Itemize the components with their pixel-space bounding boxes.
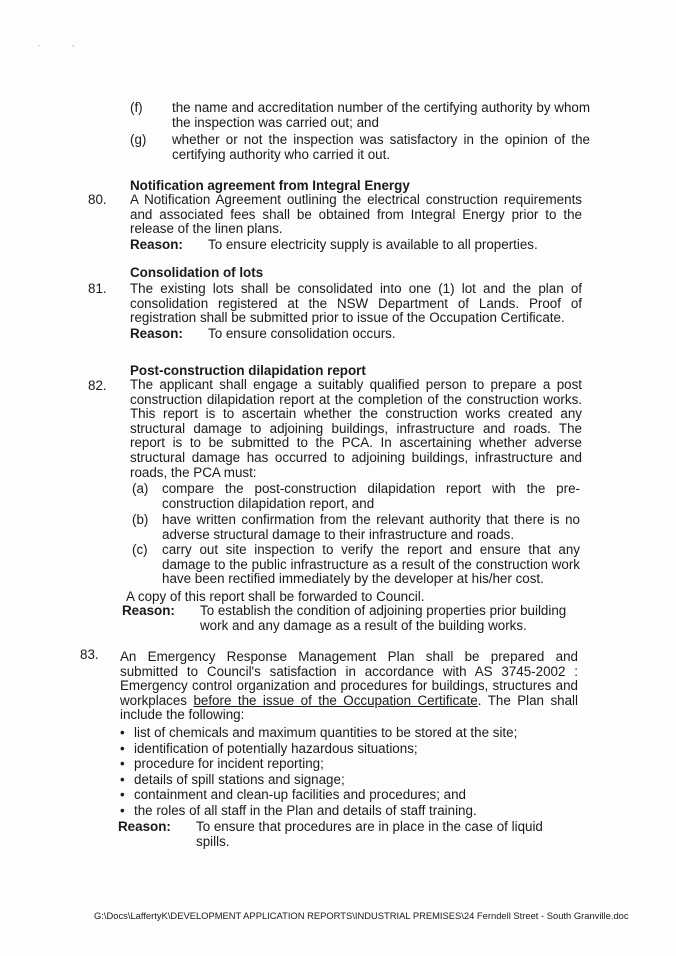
bullet-list (118, 726, 588, 820)
section-heading: Consolidation of lots (130, 265, 264, 280)
list-item-g (130, 133, 590, 162)
item-label: (a) (132, 481, 149, 496)
list-item: • identification of potentially hazardous situations; (118, 742, 588, 758)
reason-row (122, 604, 584, 633)
list-item-a (132, 482, 580, 511)
item-text: carry out site inspection to verify the report and ensure that any damage to the public infrastructure as a result of the construction work have been rectified immediately by the developer at his/her cost. (162, 542, 580, 587)
list-item-b (132, 513, 580, 542)
item-label: (g) (130, 132, 147, 147)
item-label: (c) (132, 542, 148, 557)
condition-text-part: . The Plan shall include the following: (120, 692, 578, 723)
list-item: • list of chemicals and maximum quantities to be stored at the site; (118, 726, 588, 742)
list-item: • containment and clean-up facilities and procedures; and (118, 788, 588, 804)
reason-label: Reason: (118, 819, 171, 834)
reason-label: Reason: (122, 603, 175, 618)
list-item: • the roles of all staff in the Plan and details of staff training. (118, 804, 588, 820)
list-item-f (130, 101, 590, 130)
reason-text: To ensure that procedures are in place in the case of liquid spills. (196, 819, 543, 849)
reason-text: To ensure electricity supply is available to all properties. (208, 237, 538, 252)
underlined-deadline: before the issue of the Occupation Certificate (193, 692, 478, 708)
document-file-path: G:\Docs\LaffertyK\DEVELOPMENT APPLICATION REPORTS\INDUSTRIAL PREMISES\24 Ferndell Street - South Granville.doc (94, 910, 629, 921)
section-heading: Notification agreement from Integral Energy (130, 178, 410, 193)
reason-label: Reason: (130, 237, 183, 252)
reason-row (118, 820, 580, 849)
condition-number: 81. (88, 281, 107, 296)
item-label: (f) (130, 100, 143, 115)
item-text: compare the post-construction dilapidation report with the pre-construction dilapidation report, and (162, 481, 580, 511)
list-item: • details of spill stations and signage; (118, 773, 588, 789)
condition-text: A Notification Agreement outlining the electrical construction requirements and associated fees shall be obtained from Integral Energy prior to the release of the linen plans. (130, 192, 582, 237)
condition-number: 83. (80, 647, 99, 662)
item-text: have written confirmation from the relevant authority that there is no adverse structural damage to their infrastructure and roads. (162, 512, 580, 542)
condition-text-part: An Emergency Response Management Plan shall be prepared and submitted to Council's satisfaction in accordance with AS 3745-2002 : Emergency control organization and procedures for buildings, structures and workplaces (120, 649, 578, 708)
list-item-c (132, 543, 580, 587)
section-heading: Post-construction dilapidation report (130, 363, 366, 378)
item-text: the name and accreditation number of the certifying authority by whom the inspection was carried out; and (172, 100, 590, 130)
reason-text: To establish the condition of adjoining properties prior building work and any damage as a result of the building works. (200, 603, 567, 633)
condition-number: 82. (88, 378, 107, 393)
reason-label: Reason: (130, 326, 183, 341)
copy-note: A copy of this report shall be forwarded to Council. (126, 589, 425, 604)
condition-text: The existing lots shall be consolidated into one (1) lot and the plan of consolidation registered at the NSW Department of Lands. Proof of registration shall be submitted prior to issue of the Occupation Certificate. (130, 281, 582, 326)
reason-row (130, 327, 396, 342)
scan-mark: . (38, 39, 41, 48)
scan-mark: , (72, 39, 75, 48)
item-label: (b) (132, 512, 149, 527)
list-item: • procedure for incident reporting; (118, 757, 588, 773)
reason-row (130, 238, 538, 253)
condition-text: The applicant shall engage a suitably qualified person to prepare a post construction dilapidation report at the completion of the construction works. This report is to ascertain whether the construction works created any structural damage to adjoining buildings, infrastructure and roads. The report is to be submitted to the PCA. In ascertaining whether adverse structural damage has occurred to adjoining buildings, infrastructure and roads, the PCA must: (130, 377, 582, 480)
condition-number: 80. (88, 192, 107, 207)
condition-text (120, 650, 578, 723)
item-text: whether or not the inspection was satisfactory in the opinion of the certifying authority who carried it out. (172, 132, 590, 162)
reason-text: To ensure consolidation occurs. (208, 326, 396, 341)
